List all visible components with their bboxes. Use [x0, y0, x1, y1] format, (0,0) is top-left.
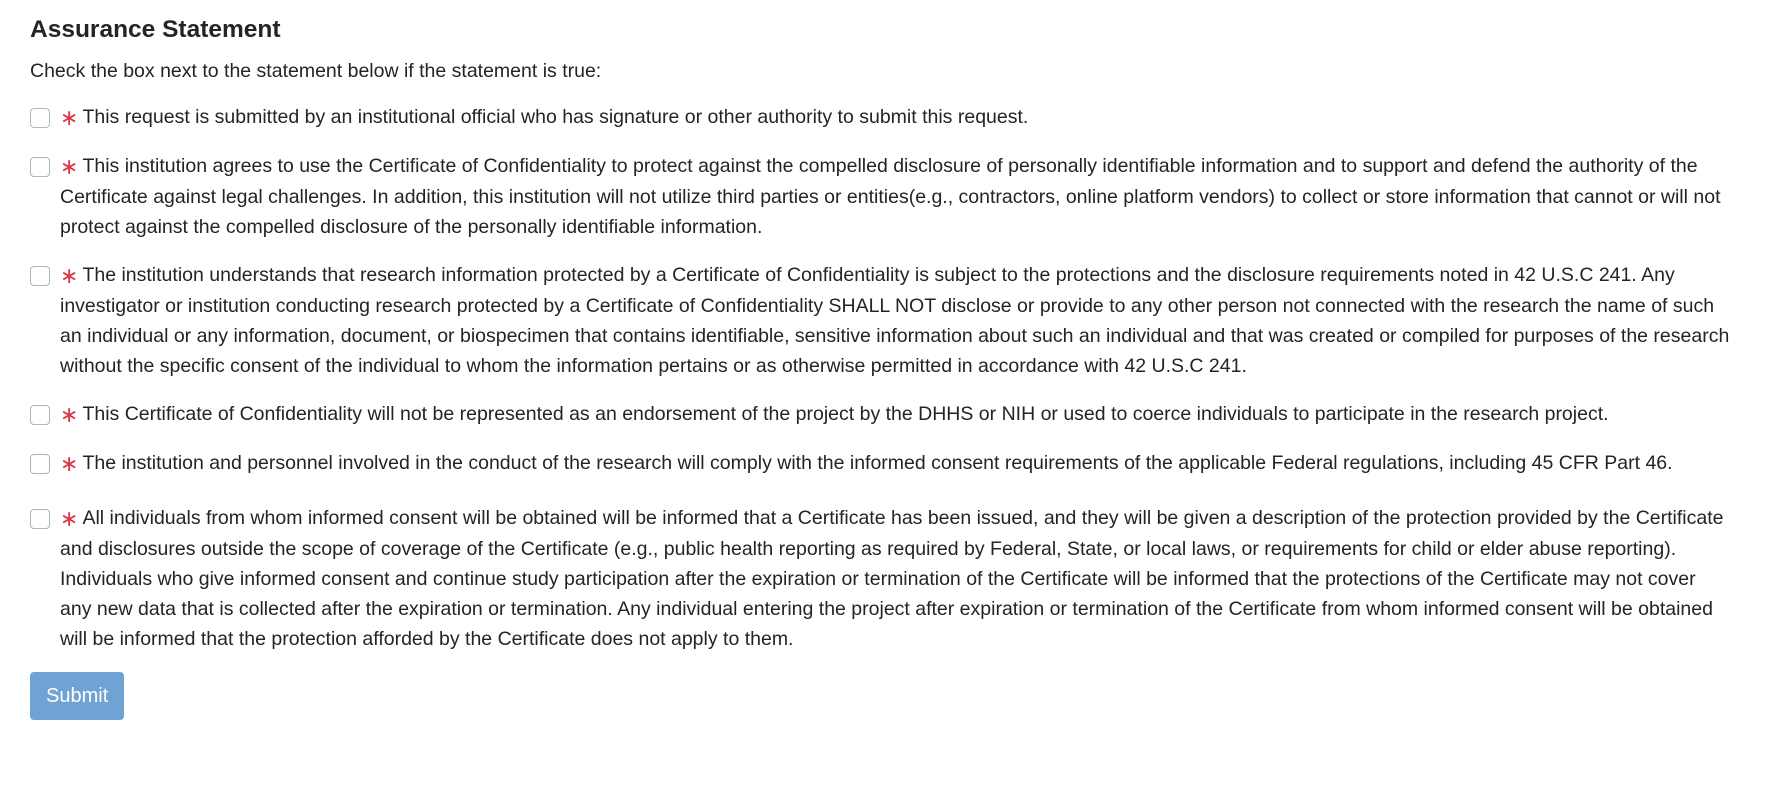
statement-item-4 — [30, 403, 1730, 430]
statement-text-1: This request is submitted by an institutional official who has signature or other authority to submit this request. — [82, 106, 1029, 128]
statement-item-6 — [30, 507, 1730, 654]
statement-text-4: This Certificate of Confidentiality will not be represented as an endorsement of the project by the DHHS or NIH or used to coerce individuals to participate in the research project. — [82, 403, 1609, 425]
statement-text-6: All individuals from whom informed consent will be obtained will be informed that a Certificate has been issued, and they will be given a description of the protection provided by the Certificate and disclosures outside the scope of coverage of the Certificate (e.g., public health reporting as required by Federal, State, or local laws, or requirements for child or elder abuse reporting). Individuals who give informed consent and continue study participation after the expiration or termination of the Certificate will be informed that the protections of the Certificate may not cover any new data that is collected after the expiration or termination. Any individual entering the project after expiration or termination of the Certificate from whom informed consent will be obtained will be informed that the protection afforded by the Certificate does not apply to them. — [60, 507, 1724, 650]
statement-item-1 — [30, 106, 1730, 133]
required-asterisk-icon: ∗ — [60, 263, 79, 288]
statement-item-2 — [30, 155, 1730, 242]
statement-checkbox-1[interactable] — [30, 108, 50, 128]
statement-checkbox-4[interactable] — [30, 405, 50, 425]
instructions-text: Check the box next to the statement below if the statement is true: — [30, 60, 602, 82]
statement-checkbox-6[interactable] — [30, 509, 50, 529]
required-asterisk-icon: ∗ — [60, 506, 79, 531]
required-asterisk-icon: ∗ — [60, 105, 79, 130]
page-title: Assurance Statement — [30, 16, 281, 43]
statement-label-5 — [60, 448, 1730, 479]
statement-label-1 — [60, 102, 1730, 133]
statement-label-2 — [60, 151, 1730, 242]
statement-text-2: This institution agrees to use the Certificate of Confidentiality to protect against the compelled disclosure of personally identifiable information and to support and defend the authority of the Certificate against legal challenges. In addition, this institution will not utilize third parties or entities(e.g., contractors, online platform vendors) to collect or store information that cannot or will not protect against the compelled disclosure of the personally identifiable information. — [60, 155, 1721, 238]
statement-checkbox-5[interactable] — [30, 454, 50, 474]
required-asterisk-icon: ∗ — [60, 402, 79, 427]
statement-item-3 — [30, 264, 1730, 381]
statement-label-6 — [60, 503, 1730, 654]
statement-text-3: The institution understands that research information protected by a Certificate of Confidentiality is subject to the protections and the disclosure requirements noted in 42 U.S.C 241. Any investigator or institution conducting research protected by a Certificate of Confidentiality SHALL NOT disclose or provide to any other person not connected with the research the name of such an individual or any information, document, or biospecimen that contains identifiable, sensitive information about such an individual and that was created or compiled for purposes of the research without the specific consent of the individual to whom the information pertains or as otherwise permitted in accordance with 42 U.S.C 241. — [60, 264, 1730, 377]
statement-checkbox-2[interactable] — [30, 157, 50, 177]
statement-label-4 — [60, 399, 1730, 430]
required-asterisk-icon: ∗ — [60, 451, 79, 476]
statement-item-5 — [30, 452, 1730, 479]
statement-text-5: The institution and personnel involved in the conduct of the research will comply with the informed consent requirements of the applicable Federal regulations, including 45 CFR Part 46. — [82, 452, 1673, 474]
required-asterisk-icon: ∗ — [60, 154, 79, 179]
statement-list — [30, 106, 1730, 654]
submit-button[interactable]: Submit — [30, 672, 124, 720]
statement-checkbox-3[interactable] — [30, 266, 50, 286]
statement-label-3 — [60, 260, 1730, 381]
